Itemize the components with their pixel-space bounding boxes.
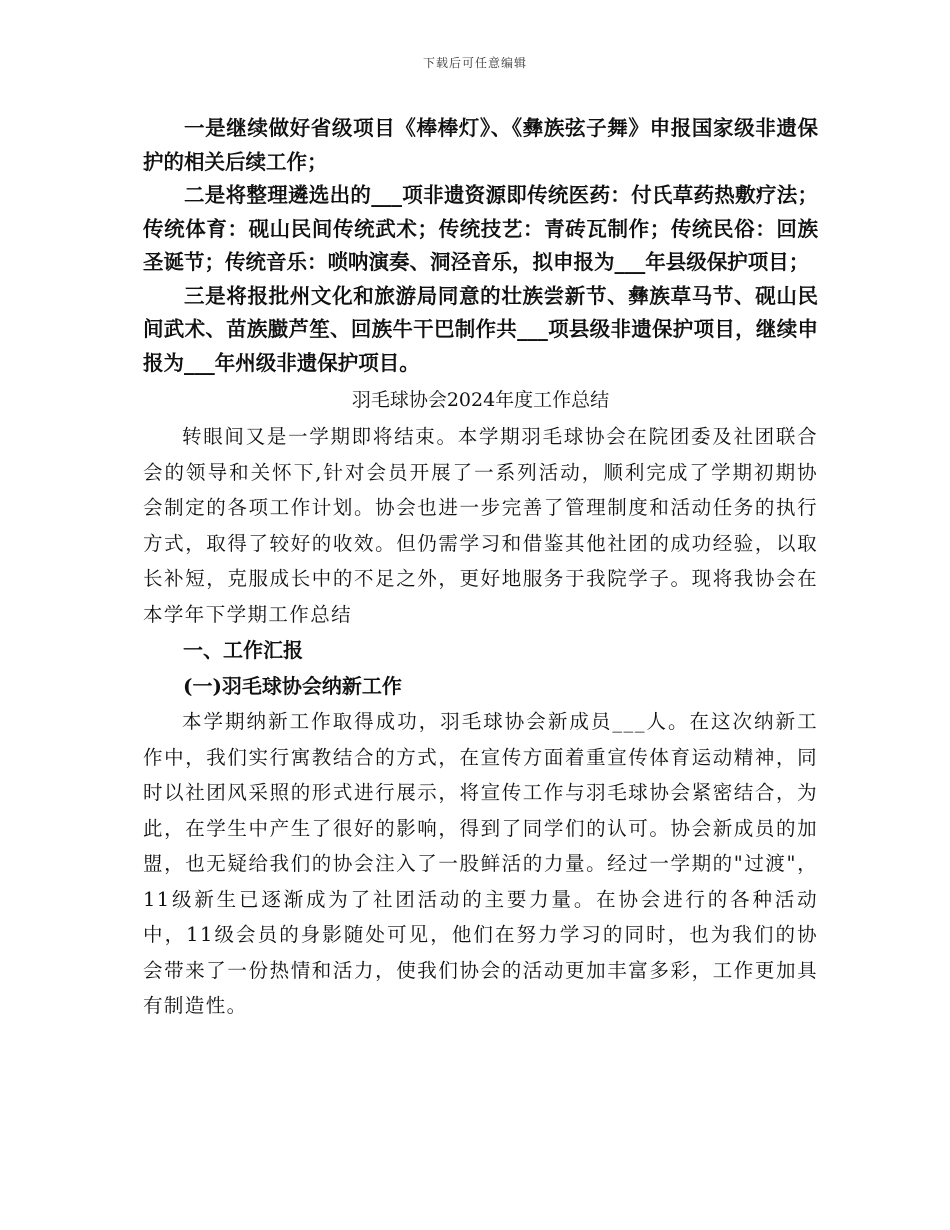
document-content xyxy=(143,112,818,1024)
paragraph-item-three: 三是将报批州文化和旅游局同意的壮族尝新节、彝族草马节、砚山民间武术、苗族臌芦笙、回族牛干巴制作共___项县级非遗保护项目，继续申报为___年州级非遗保护项目。 xyxy=(143,283,818,375)
document-title: 羽毛球协会2024年度工作总结 xyxy=(351,389,610,411)
paragraph-item-one: 一是继续做好省级项目《棒棒灯》、《彝族弦子舞》申报国家级非遗保护的相关后续工作； xyxy=(143,116,818,174)
subsection-heading-recruitment: (一)羽毛球协会纳新工作 xyxy=(183,674,402,698)
section-heading-work-report: 一、工作汇报 xyxy=(183,638,303,662)
intro-paragraph: 转眼间又是一学期即将结束。本学期羽毛球协会在院团委及社团联合会的领导和关怀下,针对会员开展了一系列活动，顺利完成了学期初期协会制定的各项工作计划。协会也进一步完善了管理制度和活动任务的执行方式，取得了较好的收效。但仍需学习和借鉴其他社团的成功经验，以取长补短，克服成长中的不足之外，更好地服务于我院学子。现将我协会在本学年下学期工作总结 xyxy=(143,425,818,626)
paragraph-item-two: 二是将整理遴选出的___项非遗资源即传统医药：付氏草药热敷疗法；传统体育：砚山民间传统武术；传统技艺：青砖瓦制作；传统民俗：回族圣诞节；传统音乐：唢呐演奏、洞泾音乐，拟申报为___年县级保护项目； xyxy=(143,183,818,274)
summary-section xyxy=(143,419,818,1024)
recruitment-paragraph: 本学期纳新工作取得成功，羽毛球协会新成员___人。在这次纳新工作中，我们实行寓教结合的方式，在宣传方面着重宣传体育运动精神，同时以社团风采照的形式进行展示，将宣传工作与羽毛球协会紧密结合，为此，在学生中产生了很好的影响，得到了同学们的认可。协会新成员的加盟，也无疑给我们的协会注入了一股鲜活的力量。经过一学期的"过渡"，11级新生已逐渐成为了社团活动的主要力量。在协会进行的各种活动中，11级会员的身影随处可见，他们在努力学习的同时，也为我们的协会带来了一份热情和活力，使我们协会的活动更加丰富多彩，工作更加具有制造性。 xyxy=(143,710,818,1017)
header-note: 下载后可任意编辑 xyxy=(422,56,527,70)
heritage-section xyxy=(143,112,818,380)
